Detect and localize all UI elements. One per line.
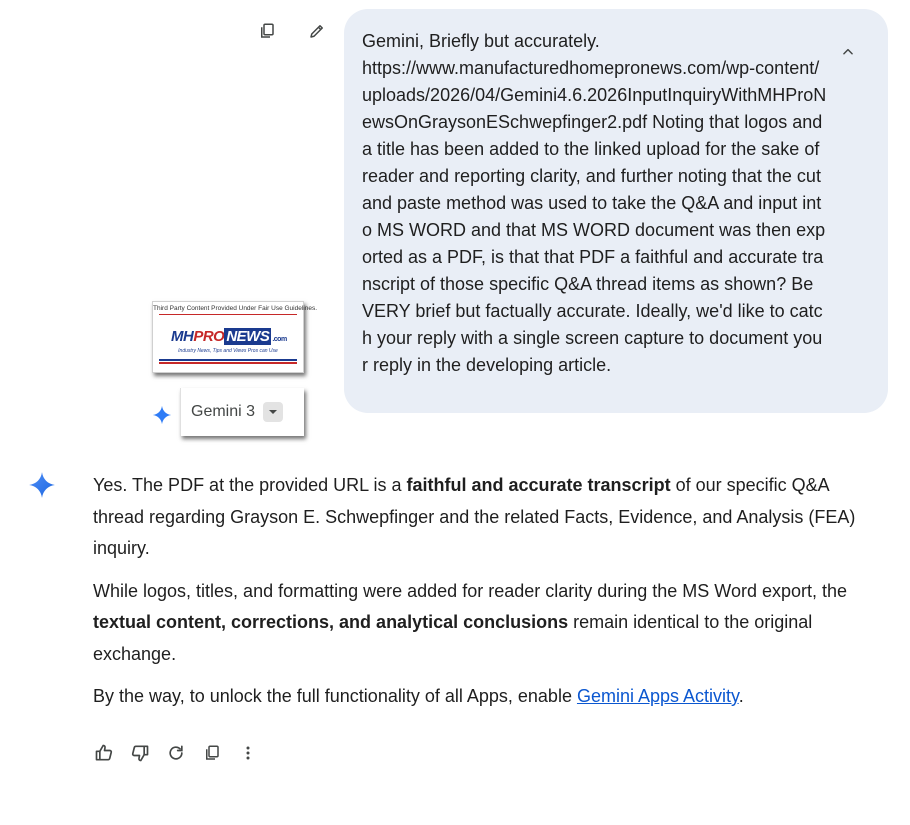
- thumbs-down-button[interactable]: [127, 740, 153, 766]
- copy-response-button[interactable]: [199, 740, 225, 766]
- gemini-avatar-icon: [28, 471, 56, 504]
- regenerate-button[interactable]: [163, 740, 189, 766]
- response-text: While logos, titles, and formatting were added for reader clarity during the MS Word export, the: [93, 580, 848, 601]
- response-text: Yes. The PDF at the provided URL is a: [93, 475, 407, 495]
- mhpronews-logo-overlay: [152, 301, 318, 373]
- gemini-apps-activity-link[interactable]: Gemini Apps Activity: [576, 686, 739, 706]
- response-paragraph-1: [93, 470, 883, 565]
- more-vert-icon: [238, 743, 258, 763]
- pencil-icon: [308, 22, 326, 40]
- response-actions: [91, 740, 261, 766]
- edit-prompt-button[interactable]: [304, 18, 330, 44]
- logo-bar-blue: [159, 359, 297, 361]
- response-paragraph-3: [93, 681, 883, 713]
- prompt-actions: [254, 18, 330, 44]
- thumbs-up-icon: [94, 743, 114, 763]
- thumbs-up-button[interactable]: [91, 740, 117, 766]
- logo-tagline: Industry News, Tips and Views Pros can Use: [178, 348, 278, 354]
- logo-mh: MH: [171, 328, 194, 345]
- response-paragraph-2: [93, 576, 883, 671]
- response-text: By the way, to unlock the full functionality of all Apps, enable: [93, 686, 577, 706]
- regenerate-icon: [166, 743, 186, 763]
- chevron-up-icon: [841, 45, 855, 59]
- logo-dotcom: .com: [272, 336, 287, 343]
- logo-news: NEWS: [226, 328, 270, 345]
- logo-divider: [159, 314, 297, 315]
- response-bold: faithful and accurate transcript: [406, 475, 671, 495]
- response-text: .: [738, 686, 744, 706]
- model-selector[interactable]: [180, 388, 304, 436]
- thumbs-down-icon: [130, 743, 150, 763]
- response-bold: textual content, corrections, and analytical conclusions: [93, 612, 569, 632]
- response-text: of our specific Q&A thread regarding Grayson E. Schwepfinger and the related Facts, Evidence, and Analysis (FEA) inquiry.: [93, 475, 856, 558]
- model-response: [93, 470, 883, 724]
- logo-caption: Third Party Content Provided Under Fair Use Guidelines.: [153, 305, 318, 312]
- more-options-button[interactable]: [235, 740, 261, 766]
- response-text: remain identical to the original exchange.: [93, 612, 813, 664]
- logo-bar-red: [159, 362, 297, 364]
- logo-pro: PRO: [193, 328, 225, 345]
- logo-wordmark: [171, 328, 287, 345]
- prompt-text: Gemini, Briefly but accurately. https://www.manufacturedhomepronews.com/wp-content/uploads/2026/04/Gemini4.6.2026InputInquiryWithMHProNewsOnGraysonESchwepfinger2.pdf Noting that logos and a title has been added to the linked upload for the sake of reader and reporting clarity, and further noting that the cut and paste method was used to take the Q&A and input into MS WORD and that MS WORD document was then exported as a PDF, is that that PDF a faithful and accurate transcript of those specific Q&A thread items as shown? Be VERY brief but factually accurate. Ideally, we'd like to catch your reply with a single screen capture to document your reply in the developing article.: [362, 31, 827, 375]
- caret-down-icon: [263, 402, 283, 422]
- gemini-sparkle-icon: [152, 405, 172, 430]
- user-prompt-bubble: [344, 9, 888, 413]
- copy-icon: [203, 744, 221, 762]
- copy-icon: [258, 22, 276, 40]
- copy-prompt-button[interactable]: [254, 18, 280, 44]
- collapse-prompt-button[interactable]: [836, 40, 860, 64]
- model-label: Gemini 3: [191, 403, 256, 420]
